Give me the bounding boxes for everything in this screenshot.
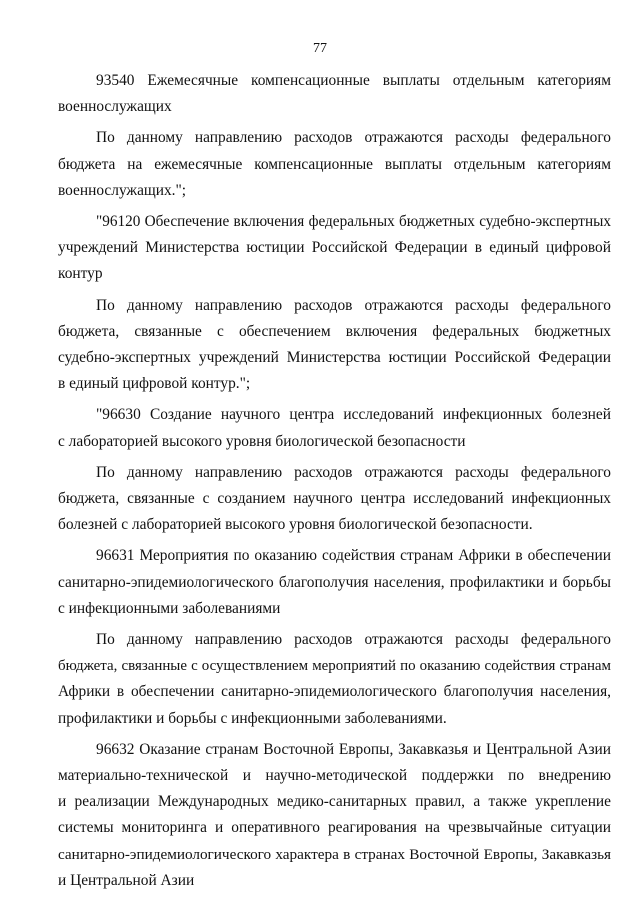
paragraph-line: Африки в обеспечении санитарно-эпидемиологического благополучия населения, [58, 683, 611, 701]
paragraph-line: 96631 Мероприятия по оказанию содействия странам Африки в обеспечении [96, 547, 611, 565]
paragraph-line: бюджета на ежемесячные компенсационные выплаты отдельным категориям [58, 155, 611, 173]
paragraph-line: профилактики и борьбы с инфекционными заболеваниями. [58, 709, 447, 727]
paragraph-line: материально-технической и научно-методической поддержки по внедрению [58, 767, 611, 785]
page-number: 77 [313, 41, 327, 56]
paragraph-line: санитарно-эпидемиологического характера в странах Восточной Европы, Закавказья [58, 845, 611, 863]
paragraph-line: По данному направлению расходов отражаются расходы федерального [96, 296, 611, 314]
document-paragraph [58, 627, 611, 732]
document-paragraph [58, 737, 611, 894]
paragraph-line: учреждений Министерства юстиции Российской Федерации в единый цифровой [58, 239, 611, 257]
paragraph-line: контур [58, 265, 103, 283]
document-paragraph [58, 293, 611, 398]
paragraph-line: "96630 Создание научного центра исследований инфекционных болезней [96, 406, 611, 424]
paragraph-line: системы мониторинга и оперативного реагирования на чрезвычайные ситуации [58, 819, 611, 837]
paragraph-line: бюджета, связанные с осуществлением мероприятий по оказанию содействия странам [58, 658, 611, 675]
paragraph-line: военнослужащих [58, 98, 172, 116]
paragraph-line: 93540 Ежемесячные компенсационные выплаты отдельным категориям [96, 72, 611, 89]
document-paragraph [58, 68, 611, 120]
document-paragraph [58, 402, 611, 454]
paragraph-line: судебно-экспертных учреждений Министерства юстиции Российской Федерации [58, 349, 611, 367]
paragraph-line: По данному направлению расходов отражаются расходы федерального [96, 463, 611, 481]
paragraph-line: болезней с лабораторией высокого уровня биологической безопасности. [58, 516, 533, 534]
paragraph-line: По данному направлению расходов отражаются расходы федерального [96, 129, 611, 147]
paragraph-line: в единый цифровой контур."; [58, 375, 251, 393]
paragraph-line: По данному направлению расходов отражаются расходы федерального [96, 631, 611, 649]
document-paragraph [58, 460, 611, 539]
paragraph-line: с лабораторией высокого уровня биологической безопасности [58, 432, 466, 450]
paragraph-line: "96120 Обеспечение включения федеральных бюджетных судебно-экспертных [96, 213, 611, 231]
document-paragraph [58, 125, 611, 204]
paragraph-line: и реализации Международных медико-санитарных правил, а также укрепление [58, 793, 611, 811]
paragraph-line: санитарно-эпидемиологического благополучия населения, профилактики и борьбы [58, 573, 611, 591]
paragraph-line: военнослужащих."; [58, 181, 187, 199]
paragraph-line: бюджета, связанные с созданием научного центра исследований инфекционных [58, 490, 611, 508]
document-paragraph [58, 209, 611, 288]
paragraph-line: и Центральной Азии [58, 871, 195, 889]
paragraph-line: с инфекционными заболеваниями [58, 599, 281, 617]
paragraph-line: 96632 Оказание странам Восточной Европы, Закавказья и Центральной Азии [96, 740, 611, 758]
document-paragraph [58, 543, 611, 622]
document-body [58, 68, 611, 899]
paragraph-line: бюджета, связанные с обеспечением включения федеральных бюджетных [58, 322, 611, 340]
